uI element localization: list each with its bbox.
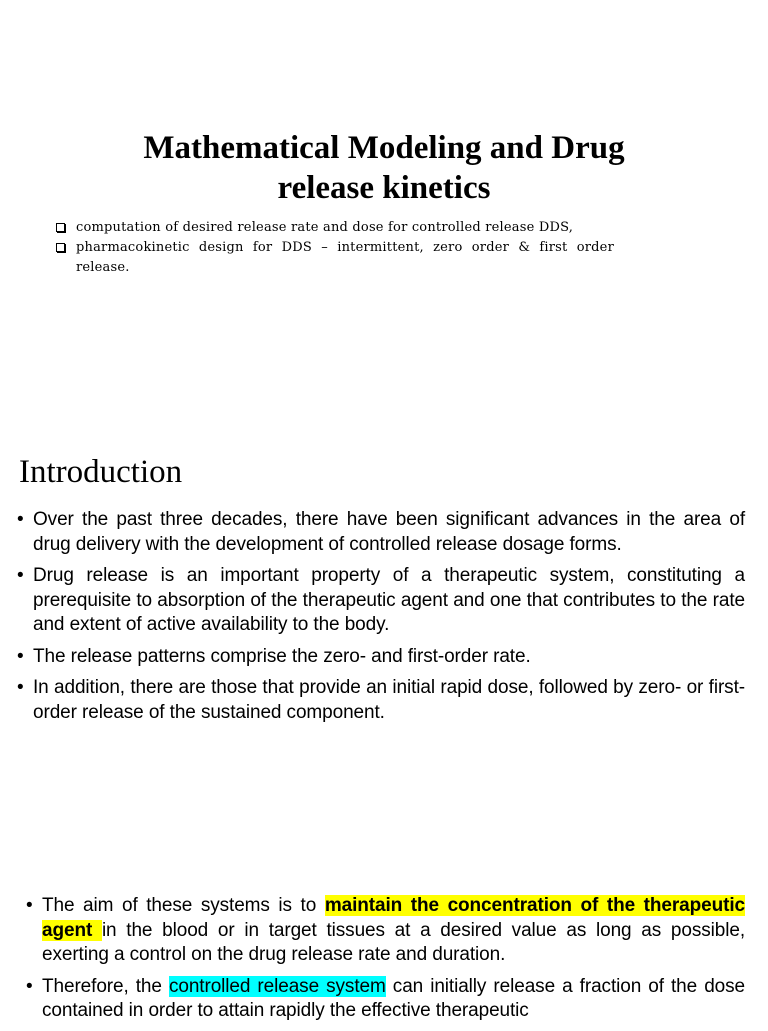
bullet-dot-icon: • [17, 645, 24, 667]
text-before: The aim of these systems is to [42, 895, 325, 916]
list-item-text: Over the past three decades, there have been significant advances in the area of drug delivery with the development of controlled release dosage forms. [33, 509, 745, 555]
list-item-text: Drug release is an important property of a therapeutic system, constituting a prerequisite to absorption of the therapeutic agent and one that contributes to the rate and extent of active availability to the body. [33, 565, 745, 635]
bullet-dot-icon: • [17, 677, 24, 698]
bullet-list [17, 508, 745, 732]
page-title [0, 128, 768, 208]
list-item [54, 238, 614, 278]
section-heading: Introduction [19, 454, 183, 490]
highlighted-text: maintain the concentration of the therapeutic agent [42, 895, 745, 941]
list-item [54, 218, 614, 238]
list-item [17, 645, 745, 670]
list-item [26, 975, 745, 1024]
list-item-text: In addition, there are those that provide an initial rapid dose, followed by zero- or first-order release of the sustained component. [33, 677, 745, 723]
bullet-dot-icon: • [17, 565, 24, 586]
title-line-2: release kinetics [277, 170, 491, 207]
highlighted-text: controlled release system [168, 975, 386, 997]
slide-title [0, 0, 768, 430]
text-before: Therefore, the [42, 975, 169, 997]
title-line-1: Mathematical Modeling and Drug [143, 130, 625, 167]
checkbox-bullet-icon [56, 223, 65, 232]
bullet-list [26, 894, 745, 1031]
checkbox-bullet-icon [56, 243, 65, 252]
slide-introduction [0, 430, 768, 850]
list-item-text: computation of desired release rate and dose for controlled release DDS, [76, 220, 574, 235]
bullet-dot-icon: • [26, 975, 33, 997]
list-item-text: pharmacokinetic design for DDS – intermittent, zero order & first order release. [76, 240, 614, 275]
text-after: can initially release a fraction of the dose contained in order to attain rapidly the effective therapeutic [42, 975, 745, 1021]
list-item-text: The release patterns comprise the zero- and first-order rate. [33, 645, 531, 667]
list-item [17, 508, 745, 557]
slide-controlled-release [0, 850, 768, 1024]
topic-list [54, 218, 614, 278]
list-item [17, 564, 745, 638]
bullet-dot-icon: • [17, 509, 24, 530]
list-item [26, 894, 745, 968]
text-after: in the blood or in target tissues at a desired value as long as possible, exerting a control on the drug release rate and duration. [42, 919, 745, 965]
bullet-dot-icon: • [26, 895, 33, 916]
list-item [17, 676, 745, 725]
